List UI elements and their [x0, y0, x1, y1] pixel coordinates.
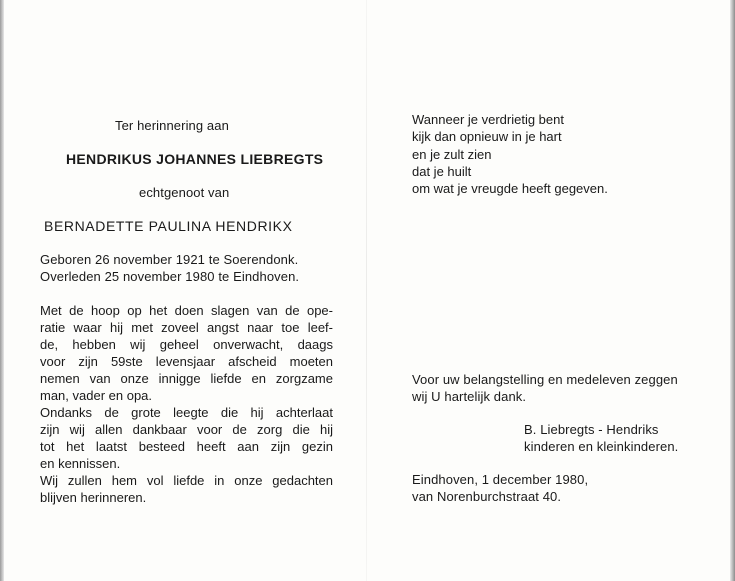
poem-line: Wanneer je verdrietig bent: [412, 112, 564, 127]
poem-line: kijk dan opnieuw in je hart: [412, 129, 562, 145]
paragraph-line: ratie waar hij met zoveel angst naar toe leef-: [40, 320, 333, 335]
birth-line: Geboren 26 november 1921 te Soerendonk.: [40, 252, 299, 267]
paragraph-line: de, hebben wij geheel onverwacht, daags: [40, 337, 333, 352]
intro-text: Ter herinnering aan: [115, 118, 229, 133]
poem-line: dat je huilt: [412, 163, 472, 179]
signature-name: B. Liebregts - Hendriks: [524, 422, 659, 437]
signature-family: kinderen en kleinkinderen.: [524, 439, 679, 454]
paragraph-line: man, vader en opa.: [40, 388, 153, 403]
paragraph-line: Met de hoop op het doen slagen van de ope-: [40, 303, 333, 318]
paragraph-line: en kennissen.: [40, 456, 121, 471]
death-line: Overleden 25 november 1980 te Eindhoven.: [40, 269, 300, 284]
paragraph-line: nemen van onze innigge liefde en zorgzame: [40, 371, 333, 386]
message-paragraph: [40, 302, 333, 506]
thanks-line-1: Voor uw belangstelling en medeleven zeggen: [412, 372, 678, 387]
thanks-line-2: wij U hartelijk dank.: [412, 389, 527, 404]
place-date: Eindhoven, 1 december 1980,: [412, 472, 589, 487]
paragraph-line: Wij zullen hem vol liefde in onze gedachten: [40, 473, 333, 488]
relation-text: echtgenoot van: [139, 185, 230, 200]
poem-line: om wat je vreugde heeft gegeven.: [412, 181, 608, 197]
poem-line: en je zult zien: [412, 146, 492, 162]
spouse-name: BERNADETTE PAULINA HENDRIKX: [44, 218, 293, 234]
paragraph-line: tot het laatst besteed heeft aan zijn gezin: [40, 439, 333, 454]
paragraph-line: zijn wij allen dankbaar voor de zorg die hij: [40, 422, 333, 437]
poem: [412, 111, 608, 197]
paragraph-line: blijven herinneren.: [40, 490, 147, 505]
paragraph-line: voor zijn 59ste levensjaar afscheid moeten: [40, 354, 333, 369]
paragraph-line: Ondanks de grote leegte die hij achterlaat: [40, 405, 333, 420]
address: van Norenburchstraat 40.: [412, 489, 562, 504]
card-fold: [366, 0, 367, 581]
deceased-name: HENDRIKUS JOHANNES LIEBREGTS: [66, 151, 324, 167]
